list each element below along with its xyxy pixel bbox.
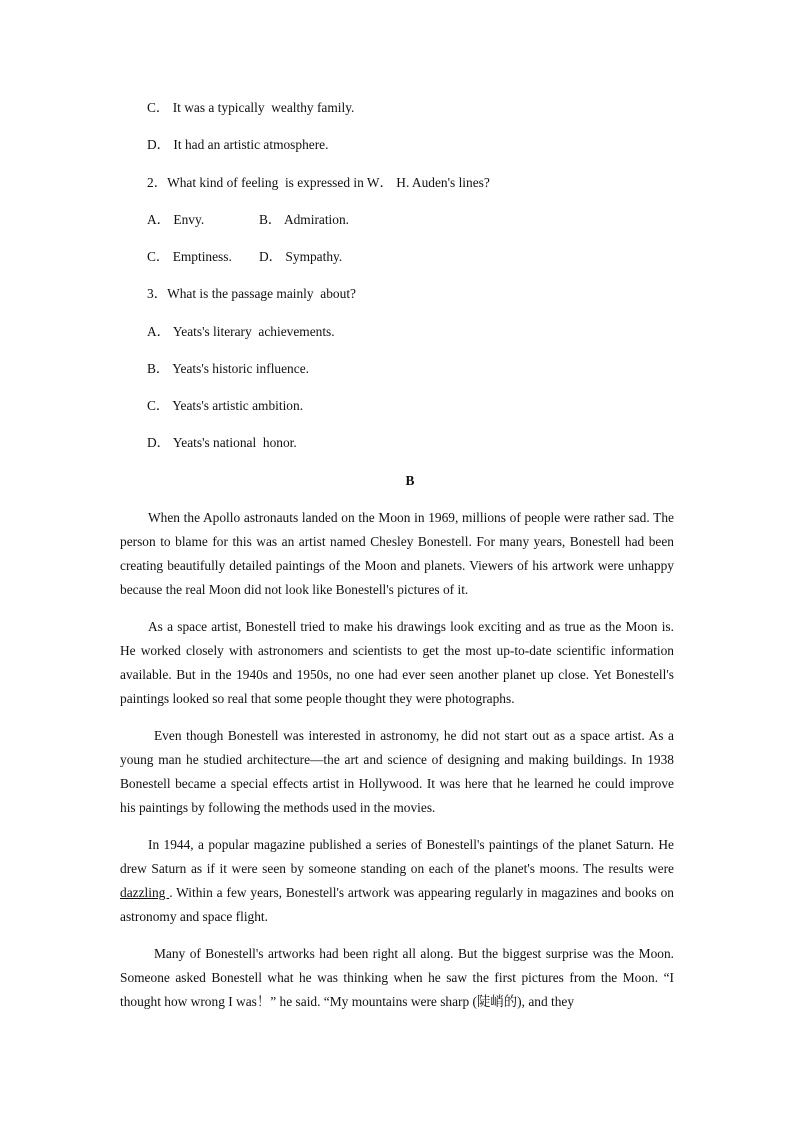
q2-option-c (147, 248, 232, 266)
option-text: Yeats's literary achievements. (172, 324, 335, 339)
paragraph-text: As a space artist, Bonestell tried to make his drawings look exciting and as true as the Moon is. He worked closely with astronomers and scientists to get the most up-to-date scientific information available. But in the 1940s and 1950s, no one had ever seen another planet up close. Yet Bonestell's paintings looked so real that some people thought they were photographs. (120, 619, 674, 706)
option-text: It was a typically wealthy family. (172, 100, 355, 115)
q3-stem: 3．What is the passage mainly about? (147, 286, 356, 301)
q3-option-d (147, 434, 297, 452)
paragraph-text-before: In 1944, a popular magazine published a series of Bonestell's paintings of the planet Saturn. He drew Saturn as if it were seen by someone standing on each of the planet's moons. The results were (120, 837, 674, 876)
option-letter: D． (147, 435, 171, 450)
option-letter: D． (259, 249, 283, 264)
paragraph-text (120, 833, 674, 929)
passage-paragraph-1 (120, 506, 674, 602)
option-letter: B． (259, 212, 282, 227)
underlined-word: dazzling (120, 885, 170, 900)
option-letter: C． (147, 249, 170, 264)
option-letter: A． (147, 324, 171, 339)
paragraph-text-after: . Within a few years, Bonestell's artwork was appearing regularly in magazines and books on astronomy and space flight. (120, 885, 674, 924)
option-letter: A． (147, 212, 171, 227)
option-letter: C． (147, 100, 170, 115)
q3-option-a (147, 323, 335, 341)
q3-option-b (147, 360, 309, 378)
option-letter: D． (147, 137, 171, 152)
paragraph-text: When the Apollo astronauts landed on the Moon in 1969, millions of people were rather sad. The person to blame for this was an artist named Chesley Bonestell. For many years, Bonestell had been creating beautifully detailed paintings of the Moon and planets. Viewers of his artwork were unhappy because the real Moon did not look like Bonestell's pictures of it. (120, 510, 674, 597)
paragraph-text: Even though Bonestell was interested in astronomy, he did not start out as a space artist. As a young man he studied architecture—the art and science of designing and making buildings. In 1938 Bonestell became a special effects artist in Hollywood. It was here that he learned he could improve his paintings by following the methods used in the movies. (120, 728, 674, 815)
option-text: Sympathy. (285, 249, 343, 264)
option-letter: C． (147, 398, 170, 413)
option-text: Emptiness. (172, 249, 232, 264)
q1-option-d (147, 136, 328, 154)
passage-paragraph-2 (120, 615, 674, 711)
passage-paragraph-5 (120, 942, 674, 1014)
passage-paragraph-4 (120, 833, 674, 929)
option-text: Envy. (173, 212, 205, 227)
q2-stem: 2．What kind of feeling is expressed in W． H. Auden's lines? (147, 175, 490, 190)
option-text: Yeats's historic influence. (172, 361, 309, 376)
option-text: Admiration. (283, 212, 350, 227)
q2-option-a (147, 211, 204, 229)
option-text: It had an artistic atmosphere. (173, 137, 329, 152)
q1-option-c (147, 99, 354, 117)
option-letter: B． (147, 361, 170, 376)
paragraph-text: Many of Bonestell's artworks had been right all along. But the biggest surprise was the Moon. Someone asked Bonestell what he was thinking when he saw the first pictures from the Moon. “I thought how wrong I was！” he said. “My mountains were sharp (陡峭的), and they (120, 946, 674, 1009)
q2-option-b (259, 211, 349, 229)
q3-option-c (147, 397, 303, 415)
q2-option-d (259, 248, 342, 266)
section-heading: B (405, 473, 415, 488)
option-text: Yeats's national honor. (172, 435, 297, 450)
passage-paragraph-3 (120, 724, 674, 820)
option-text: Yeats's artistic ambition. (172, 398, 304, 413)
